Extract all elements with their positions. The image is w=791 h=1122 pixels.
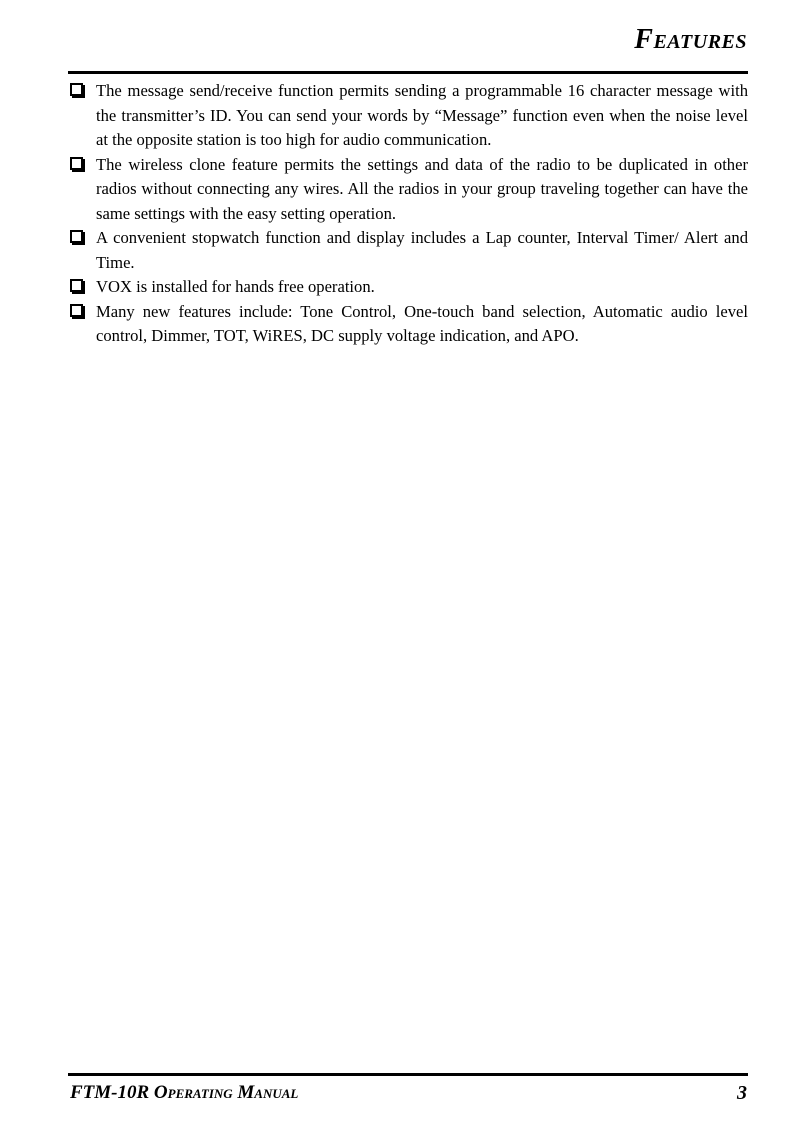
list-item bbox=[70, 226, 748, 275]
feature-list bbox=[70, 79, 748, 349]
page-number: 3 bbox=[737, 1082, 747, 1104]
checkbox-bullet-icon bbox=[70, 304, 83, 317]
checkbox-bullet-icon bbox=[70, 230, 83, 243]
checkbox-bullet-icon bbox=[70, 279, 83, 292]
feature-text: The message send/receive function permits sending a programmable 16 character message with the transmitter’s ID. You can send your words by “Message” function even when the noise level at the opposite station is too high for audio communication. bbox=[96, 81, 748, 149]
list-item bbox=[70, 275, 748, 300]
list-item bbox=[70, 153, 748, 227]
page-title: Features bbox=[634, 24, 747, 55]
feature-text: A convenient stopwatch function and display includes a Lap counter, Interval Timer/ Alert and Time. bbox=[96, 228, 748, 272]
checkbox-bullet-icon bbox=[70, 83, 83, 96]
manual-title: FTM-10R Operating Manual bbox=[70, 1082, 299, 1103]
list-item bbox=[70, 300, 748, 349]
header-divider bbox=[68, 71, 748, 74]
list-item bbox=[70, 79, 748, 153]
feature-text: The wireless clone feature permits the settings and data of the radio to be duplicated in other radios without connecting any wires. All the radios in your group traveling together can have the same settings with the easy setting operation. bbox=[96, 154, 748, 223]
checkbox-bullet-icon bbox=[70, 157, 83, 170]
feature-text: VOX is installed for hands free operation. bbox=[96, 277, 375, 296]
feature-text: Many new features include: Tone Control, One-touch band selection, Automatic audio level control, Dimmer, TOT, WiRES, DC supply voltage indication, and APO. bbox=[96, 301, 748, 345]
footer-divider bbox=[68, 1073, 748, 1076]
